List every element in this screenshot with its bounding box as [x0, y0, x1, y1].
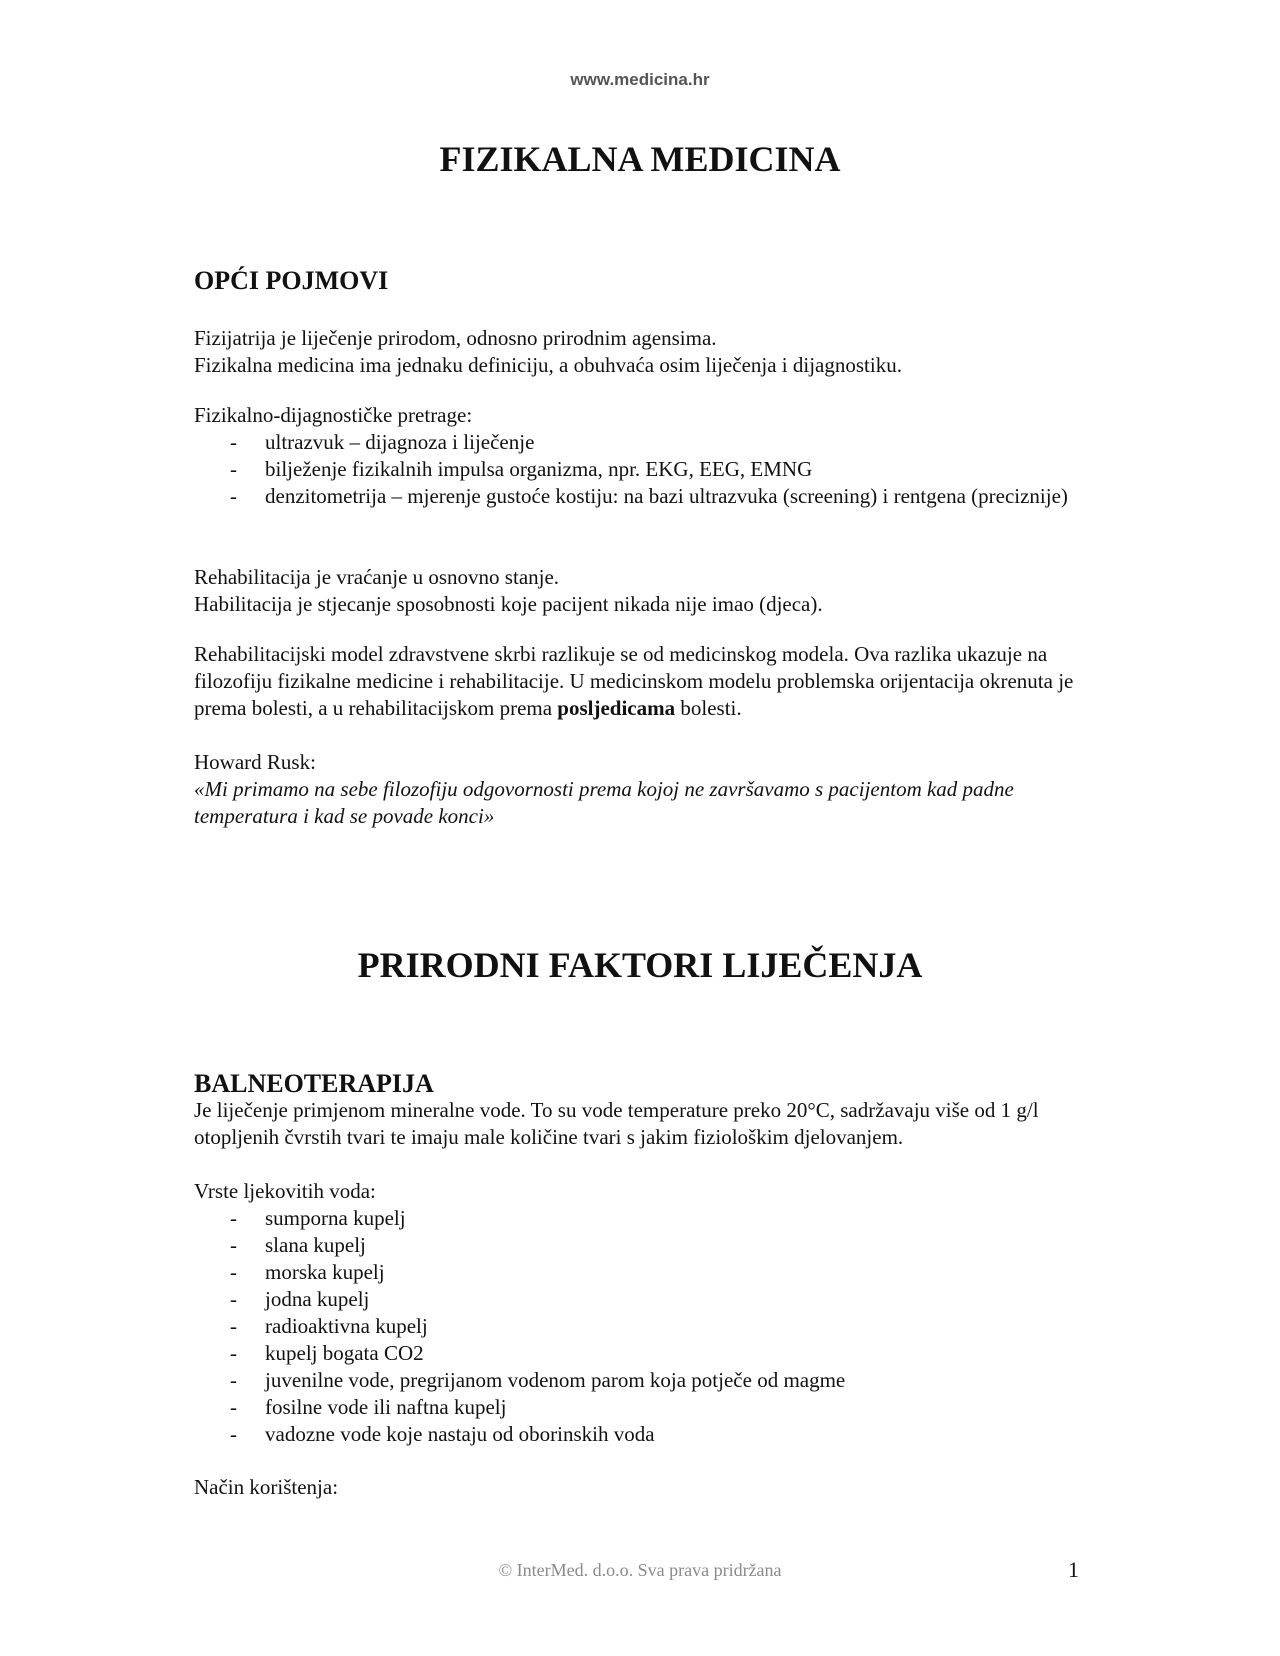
quote-author: Howard Rusk: — [194, 750, 316, 774]
balneo-description-text: Je liječenje primjenom mineralne vode. To su vode temperature preko 20°C, sadržavaju više od 1 g/l otopljenih čvrstih tvari te imaju male količine tvari s jakim fiziološkim djelovanjem. — [194, 1098, 1039, 1149]
list-item: - sumporna kupelj — [194, 1205, 1094, 1232]
intro-paragraph — [194, 325, 1094, 379]
diagnostics-list — [194, 429, 1094, 510]
list-item: - kupelj bogata CO2 — [194, 1340, 1094, 1367]
intro-line: Fizijatrija je liječenje prirodom, odnosno prirodnim agensima. — [194, 326, 717, 350]
usage-block — [194, 1474, 1094, 1501]
model-text-bold: posljedicama — [557, 696, 676, 720]
page-title: FIZIKALNA MEDICINA — [439, 139, 841, 179]
quote-block — [194, 749, 1094, 830]
diagnostics-label: Fizikalno-dijagnostičke pretrage: — [194, 403, 473, 427]
list-item: - morska kupelj — [194, 1259, 1094, 1286]
list-item: - slana kupelj — [194, 1232, 1094, 1259]
water-types-block — [194, 1178, 1094, 1448]
model-paragraph — [194, 641, 1094, 722]
list-item: - ultrazvuk – dijagnoza i liječenje — [194, 429, 1094, 456]
model-text-before: Rehabilitacijski model zdravstvene skrbi razlikuje se od medicinskog modela. Ova razlika ukazuje na filozofiju fizikalne medicine i rehabilitacije. U medicinskom modelu problemska orijentacija okrenuta je prema bolesti, a u rehabilitacijskom prema — [194, 642, 1074, 720]
quote-text: «Mi primamo na sebe filozofiju odgovornosti prema kojoj ne završavamo s pacijentom kad padne temperatura i kad se povade konci» — [194, 777, 1014, 828]
list-item: - juvenilne vode, pregrijanom vodenom parom koja potječe od magme — [194, 1367, 1094, 1394]
rehab-paragraph — [194, 564, 1094, 618]
list-item: - denzitometrija – mjerenje gustoće kostiju: na bazi ultrazvuka (screening) i rentgena (preciznije) — [194, 483, 1094, 510]
diagnostics-block — [194, 402, 1094, 510]
usage-label: Način korištenja: — [194, 1475, 339, 1499]
rehab-line: Rehabilitacija je vraćanje u osnovno stanje. — [194, 565, 560, 589]
water-types-list — [194, 1205, 1094, 1448]
header-url: www.medicina.hr — [570, 70, 710, 89]
list-item: - radioaktivna kupelj — [194, 1313, 1094, 1340]
balneo-description — [194, 1097, 1094, 1151]
section-heading-balneoterapija: BALNEOTERAPIJA — [194, 1069, 434, 1098]
rehab-line: Habilitacija je stjecanje sposobnosti koje pacijent nikada nije imao (djeca). — [194, 592, 823, 616]
page-number: 1 — [1068, 1557, 1079, 1582]
water-types-label: Vrste ljekovitih voda: — [194, 1179, 376, 1203]
list-item: - vadozne vode koje nastaju od oborinskih voda — [194, 1421, 1094, 1448]
list-item: - bilježenje fizikalnih impulsa organizma, npr. EKG, EEG, EMNG — [194, 456, 1094, 483]
list-item: - jodna kupelj — [194, 1286, 1094, 1313]
list-item: - fosilne vode ili naftna kupelj — [194, 1394, 1094, 1421]
footer-copyright: © InterMed. d.o.o. Sva prava pridržana — [498, 1560, 782, 1580]
model-text — [194, 641, 1094, 722]
intro-line: Fizikalna medicina ima jednaku definiciju, a obuhvaća osim liječenja i dijagnostiku. — [194, 353, 902, 377]
model-text-after: bolesti. — [675, 696, 742, 720]
section-heading-opci-pojmovi: OPĆI POJMOVI — [194, 266, 389, 295]
section-title-prirodni-faktori: PRIRODNI FAKTORI LIJEČENJA — [357, 945, 923, 985]
